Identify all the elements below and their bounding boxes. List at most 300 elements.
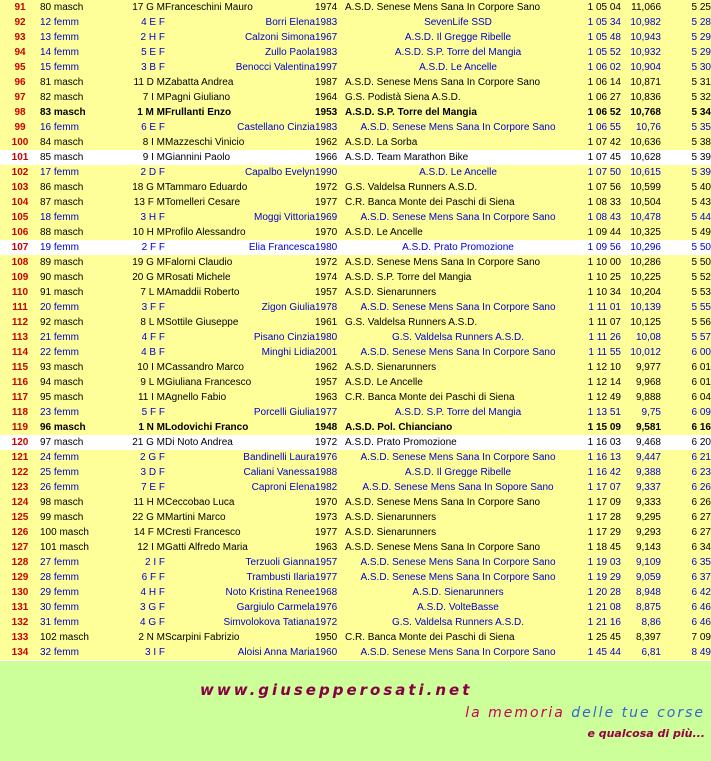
athlete-name-cell: Falorni Claudio (165, 255, 315, 270)
sex-rank-cell: 81 masch (40, 75, 115, 90)
pace-cell: 5 39 (661, 165, 711, 180)
athlete-name-cell: Sottile Giuseppe (165, 315, 315, 330)
table-row (0, 390, 711, 405)
table-row (0, 465, 711, 480)
time-cell: 1 16 03 (571, 435, 621, 450)
athlete-name-cell: Cassandro Marco (165, 360, 315, 375)
sex-rank-cell: 91 masch (40, 285, 115, 300)
time-cell: 1 11 55 (571, 345, 621, 360)
category-cell: 5 E F (115, 45, 165, 60)
site-url[interactable]: www.giusepperosati.net (200, 681, 473, 699)
pace-cell: 5 28 (661, 15, 711, 30)
position-cell: 99 (0, 120, 40, 135)
club-cell: A.S.D. Senese Mens Sana In Corpore Sano (345, 120, 571, 135)
birth-year-cell: 1950 (315, 630, 345, 645)
pace-cell: 5 56 (661, 315, 711, 330)
position-cell: 111 (0, 300, 40, 315)
table-row (0, 450, 711, 465)
athlete-name-cell: Gargiulo Carmela (165, 600, 315, 615)
athlete-name-cell: Martini Marco (165, 510, 315, 525)
position-cell: 95 (0, 60, 40, 75)
position-cell: 117 (0, 390, 40, 405)
birth-year-cell: 1976 (315, 450, 345, 465)
table-row (0, 120, 711, 135)
pace-cell: 5 30 (661, 60, 711, 75)
club-cell: G.S. Valdelsa Runners A.S.D. (345, 315, 571, 330)
birth-year-cell: 1977 (315, 525, 345, 540)
position-cell: 109 (0, 270, 40, 285)
pace-cell: 5 25 (661, 0, 711, 15)
athlete-name-cell: Minghi Lidia (165, 345, 315, 360)
speed-cell: 9,388 (621, 465, 661, 480)
position-cell: 124 (0, 495, 40, 510)
tagline-part2: delle tue corse (564, 705, 705, 721)
table-row (0, 300, 711, 315)
club-cell: A.S.D. Il Gregge Ribelle (345, 465, 571, 480)
time-cell: 1 06 02 (571, 60, 621, 75)
birth-year-cell: 1997 (315, 60, 345, 75)
table-row (0, 165, 711, 180)
category-cell: 21 G M (115, 435, 165, 450)
table-row (0, 210, 711, 225)
position-cell: 101 (0, 150, 40, 165)
club-cell: A.S.D. Senese Mens Sana In Corpore Sano (345, 495, 571, 510)
time-cell: 1 05 48 (571, 30, 621, 45)
sex-rank-cell: 12 femm (40, 15, 115, 30)
sex-rank-cell: 100 masch (40, 525, 115, 540)
time-cell: 1 07 42 (571, 135, 621, 150)
category-cell: 17 G M (115, 0, 165, 15)
position-cell: 97 (0, 90, 40, 105)
position-cell: 115 (0, 360, 40, 375)
time-cell: 1 05 34 (571, 15, 621, 30)
table-row (0, 375, 711, 390)
club-cell: A.S.D. Senese Mens Sana In Sopore Sano (345, 480, 571, 495)
pace-cell: 6 21 (661, 450, 711, 465)
category-cell: 18 G M (115, 180, 165, 195)
sex-rank-cell: 83 masch (40, 105, 115, 120)
position-cell: 94 (0, 45, 40, 60)
category-cell: 3 B F (115, 60, 165, 75)
speed-cell: 10,982 (621, 15, 661, 30)
club-cell: A.S.D. Le Ancelle (345, 165, 571, 180)
birth-year-cell: 1957 (315, 375, 345, 390)
position-cell: 110 (0, 285, 40, 300)
time-cell: 1 05 04 (571, 0, 621, 15)
table-row (0, 540, 711, 555)
athlete-name-cell: Pagni Giuliano (165, 90, 315, 105)
time-cell: 1 12 49 (571, 390, 621, 405)
category-cell: 10 I M (115, 360, 165, 375)
sex-rank-cell: 99 masch (40, 510, 115, 525)
birth-year-cell: 1964 (315, 90, 345, 105)
speed-cell: 8,397 (621, 630, 661, 645)
position-cell: 105 (0, 210, 40, 225)
position-cell: 118 (0, 405, 40, 420)
site-subline: e qualcosa di più... (587, 727, 705, 740)
time-cell: 1 09 44 (571, 225, 621, 240)
speed-cell: 9,333 (621, 495, 661, 510)
position-cell: 114 (0, 345, 40, 360)
birth-year-cell: 2001 (315, 345, 345, 360)
time-cell: 1 09 56 (571, 240, 621, 255)
pace-cell: 6 34 (661, 540, 711, 555)
sex-rank-cell: 30 femm (40, 600, 115, 615)
speed-cell: 10,08 (621, 330, 661, 345)
pace-cell: 5 32 (661, 90, 711, 105)
pace-cell: 5 31 (661, 75, 711, 90)
speed-cell: 8,86 (621, 615, 661, 630)
time-cell: 1 12 10 (571, 360, 621, 375)
pace-cell: 5 29 (661, 45, 711, 60)
pace-cell: 5 43 (661, 195, 711, 210)
speed-cell: 10,478 (621, 210, 661, 225)
club-cell: A.S.D. Senese Mens Sana In Corpore Sano (345, 210, 571, 225)
birth-year-cell: 1960 (315, 645, 345, 660)
time-cell: 1 07 45 (571, 150, 621, 165)
speed-cell: 9,581 (621, 420, 661, 435)
club-cell: A.S.D. La Sorba (345, 135, 571, 150)
sex-rank-cell: 94 masch (40, 375, 115, 390)
athlete-name-cell: Agnello Fabio (165, 390, 315, 405)
category-cell: 9 I M (115, 150, 165, 165)
club-cell: A.S.D. Senese Mens Sana In Corpore Sano (345, 255, 571, 270)
position-cell: 104 (0, 195, 40, 210)
time-cell: 1 06 27 (571, 90, 621, 105)
category-cell: 2 N M (115, 630, 165, 645)
club-cell: G.S. Podistà Siena A.S.D. (345, 90, 571, 105)
sex-rank-cell: 85 masch (40, 150, 115, 165)
birth-year-cell: 1990 (315, 165, 345, 180)
speed-cell: 10,628 (621, 150, 661, 165)
speed-cell: 10,125 (621, 315, 661, 330)
sex-rank-cell: 27 femm (40, 555, 115, 570)
club-cell: A.S.D. Sienarunners (345, 285, 571, 300)
speed-cell: 10,139 (621, 300, 661, 315)
time-cell: 1 12 14 (571, 375, 621, 390)
club-cell: A.S.D. Senese Mens Sana In Corpore Sano (345, 345, 571, 360)
pace-cell: 6 20 (661, 435, 711, 450)
time-cell: 1 06 55 (571, 120, 621, 135)
sex-rank-cell: 25 femm (40, 465, 115, 480)
sex-rank-cell: 17 femm (40, 165, 115, 180)
table-row (0, 645, 711, 660)
speed-cell: 9,75 (621, 405, 661, 420)
club-cell: A.S.D. Le Ancelle (345, 375, 571, 390)
athlete-name-cell: Gatti Alfredo Maria (165, 540, 315, 555)
speed-cell: 9,295 (621, 510, 661, 525)
club-cell: G.S. Valdelsa Runners A.S.D. (345, 330, 571, 345)
sex-rank-cell: 15 femm (40, 60, 115, 75)
club-cell: A.S.D. S.P. Torre del Mangia (345, 270, 571, 285)
time-cell: 1 25 45 (571, 630, 621, 645)
club-cell: A.S.D. Prato Promozione (345, 435, 571, 450)
birth-year-cell: 1972 (315, 255, 345, 270)
birth-year-cell: 1962 (315, 135, 345, 150)
pace-cell: 5 50 (661, 240, 711, 255)
birth-year-cell: 1953 (315, 105, 345, 120)
speed-cell: 10,76 (621, 120, 661, 135)
position-cell: 132 (0, 615, 40, 630)
sex-rank-cell: 16 femm (40, 120, 115, 135)
position-cell: 102 (0, 165, 40, 180)
position-cell: 106 (0, 225, 40, 240)
time-cell: 1 17 28 (571, 510, 621, 525)
pace-cell: 5 53 (661, 285, 711, 300)
position-cell: 93 (0, 30, 40, 45)
speed-cell: 9,888 (621, 390, 661, 405)
category-cell: 2 G F (115, 450, 165, 465)
speed-cell: 9,109 (621, 555, 661, 570)
category-cell: 8 L M (115, 315, 165, 330)
category-cell: 14 F M (115, 525, 165, 540)
sex-rank-cell: 18 femm (40, 210, 115, 225)
position-cell: 91 (0, 0, 40, 15)
category-cell: 4 F F (115, 330, 165, 345)
birth-year-cell: 1977 (315, 195, 345, 210)
category-cell: 12 I M (115, 540, 165, 555)
category-cell: 3 D F (115, 465, 165, 480)
sex-rank-cell: 80 masch (40, 0, 115, 15)
sex-rank-cell: 31 femm (40, 615, 115, 630)
athlete-name-cell: Capalbo Evelyn (165, 165, 315, 180)
time-cell: 1 08 33 (571, 195, 621, 210)
position-cell: 120 (0, 435, 40, 450)
athlete-name-cell: Mazzeschi Vinicio (165, 135, 315, 150)
position-cell: 122 (0, 465, 40, 480)
speed-cell: 10,504 (621, 195, 661, 210)
category-cell: 3 H F (115, 210, 165, 225)
speed-cell: 10,286 (621, 255, 661, 270)
position-cell: 107 (0, 240, 40, 255)
site-footer (0, 661, 711, 761)
birth-year-cell: 1978 (315, 300, 345, 315)
club-cell: A.S.D. Senese Mens Sana In Corpore Sano (345, 570, 571, 585)
athlete-name-cell: Moggi Vittoria (165, 210, 315, 225)
table-row (0, 105, 711, 120)
table-row (0, 75, 711, 90)
club-cell: A.S.D. Sienarunners (345, 360, 571, 375)
athlete-name-cell: Castellano Cinzia (165, 120, 315, 135)
birth-year-cell: 1974 (315, 270, 345, 285)
sex-rank-cell: 26 femm (40, 480, 115, 495)
speed-cell: 9,059 (621, 570, 661, 585)
category-cell: 22 G M (115, 510, 165, 525)
time-cell: 1 05 52 (571, 45, 621, 60)
table-row (0, 255, 711, 270)
pace-cell: 6 27 (661, 510, 711, 525)
sex-rank-cell: 29 femm (40, 585, 115, 600)
category-cell: 11 H M (115, 495, 165, 510)
birth-year-cell: 1957 (315, 555, 345, 570)
athlete-name-cell: Frullanti Enzo (165, 105, 315, 120)
category-cell: 2 H F (115, 30, 165, 45)
table-row (0, 45, 711, 60)
table-row (0, 315, 711, 330)
time-cell: 1 07 56 (571, 180, 621, 195)
birth-year-cell: 1969 (315, 210, 345, 225)
time-cell: 1 10 00 (571, 255, 621, 270)
position-cell: 92 (0, 15, 40, 30)
sex-rank-cell: 95 masch (40, 390, 115, 405)
time-cell: 1 11 07 (571, 315, 621, 330)
club-cell: A.S.D. Senese Mens Sana In Corpore Sano (345, 0, 571, 15)
sex-rank-cell: 28 femm (40, 570, 115, 585)
time-cell: 1 17 09 (571, 495, 621, 510)
speed-cell: 9,143 (621, 540, 661, 555)
position-cell: 123 (0, 480, 40, 495)
category-cell: 8 I M (115, 135, 165, 150)
speed-cell: 10,768 (621, 105, 661, 120)
speed-cell: 10,325 (621, 225, 661, 240)
sex-rank-cell: 102 masch (40, 630, 115, 645)
pace-cell: 6 42 (661, 585, 711, 600)
table-row (0, 285, 711, 300)
athlete-name-cell: Cresti Francesco (165, 525, 315, 540)
category-cell: 11 D M (115, 75, 165, 90)
sex-rank-cell: 96 masch (40, 420, 115, 435)
time-cell: 1 13 51 (571, 405, 621, 420)
category-cell: 3 G F (115, 600, 165, 615)
table-row (0, 15, 711, 30)
athlete-name-cell: Calzoni Simona (165, 30, 315, 45)
sex-rank-cell: 86 masch (40, 180, 115, 195)
time-cell: 1 10 25 (571, 270, 621, 285)
athlete-name-cell: Terzuoli Gianna (165, 555, 315, 570)
table-row (0, 60, 711, 75)
time-cell: 1 06 14 (571, 75, 621, 90)
birth-year-cell: 1963 (315, 540, 345, 555)
club-cell: C.R. Banca Monte dei Paschi di Siena (345, 195, 571, 210)
speed-cell: 10,296 (621, 240, 661, 255)
time-cell: 1 45 44 (571, 645, 621, 660)
pace-cell: 7 09 (661, 630, 711, 645)
position-cell: 116 (0, 375, 40, 390)
birth-year-cell: 1983 (315, 120, 345, 135)
sex-rank-cell: 90 masch (40, 270, 115, 285)
time-cell: 1 11 01 (571, 300, 621, 315)
position-cell: 125 (0, 510, 40, 525)
table-row (0, 555, 711, 570)
category-cell: 2 I F (115, 555, 165, 570)
pace-cell: 6 46 (661, 600, 711, 615)
athlete-name-cell: Giuliana Francesco (165, 375, 315, 390)
birth-year-cell: 1961 (315, 315, 345, 330)
table-row (0, 420, 711, 435)
pace-cell: 6 09 (661, 405, 711, 420)
athlete-name-cell: Giannini Paolo (165, 150, 315, 165)
sex-rank-cell: 89 masch (40, 255, 115, 270)
athlete-name-cell: Bandinelli Laura (165, 450, 315, 465)
table-row (0, 405, 711, 420)
athlete-name-cell: Scarpini Fabrizio (165, 630, 315, 645)
table-row (0, 630, 711, 645)
position-cell: 113 (0, 330, 40, 345)
category-cell: 7 L M (115, 285, 165, 300)
sex-rank-cell: 32 femm (40, 645, 115, 660)
pace-cell: 6 23 (661, 465, 711, 480)
time-cell: 1 20 28 (571, 585, 621, 600)
birth-year-cell: 1980 (315, 330, 345, 345)
position-cell: 134 (0, 645, 40, 660)
time-cell: 1 08 43 (571, 210, 621, 225)
position-cell: 128 (0, 555, 40, 570)
club-cell: A.S.D. Sienarunners (345, 585, 571, 600)
table-row (0, 270, 711, 285)
birth-year-cell: 1948 (315, 420, 345, 435)
speed-cell: 9,447 (621, 450, 661, 465)
birth-year-cell: 1974 (315, 0, 345, 15)
time-cell: 1 17 07 (571, 480, 621, 495)
club-cell: A.S.D. Pol. Chianciano (345, 420, 571, 435)
time-cell: 1 11 26 (571, 330, 621, 345)
position-cell: 96 (0, 75, 40, 90)
position-cell: 131 (0, 600, 40, 615)
speed-cell: 10,932 (621, 45, 661, 60)
birth-year-cell: 1983 (315, 45, 345, 60)
pace-cell: 6 35 (661, 555, 711, 570)
speed-cell: 10,225 (621, 270, 661, 285)
category-cell: 4 E F (115, 15, 165, 30)
position-cell: 98 (0, 105, 40, 120)
sex-rank-cell: 14 femm (40, 45, 115, 60)
sex-rank-cell: 98 masch (40, 495, 115, 510)
birth-year-cell: 1968 (315, 585, 345, 600)
athlete-name-cell: Benocci Valentina (165, 60, 315, 75)
speed-cell: 10,943 (621, 30, 661, 45)
table-row (0, 0, 711, 15)
club-cell: A.S.D. Team Marathon Bike (345, 150, 571, 165)
table-row (0, 600, 711, 615)
speed-cell: 8,948 (621, 585, 661, 600)
athlete-name-cell: Amaddii Roberto (165, 285, 315, 300)
speed-cell: 10,599 (621, 180, 661, 195)
pace-cell: 6 37 (661, 570, 711, 585)
pace-cell: 5 38 (661, 135, 711, 150)
site-tagline (465, 705, 705, 721)
category-cell: 5 F F (115, 405, 165, 420)
table-row (0, 240, 711, 255)
category-cell: 4 G F (115, 615, 165, 630)
time-cell: 1 10 34 (571, 285, 621, 300)
pace-cell: 6 04 (661, 390, 711, 405)
position-cell: 129 (0, 570, 40, 585)
birth-year-cell: 1966 (315, 150, 345, 165)
category-cell: 6 E F (115, 120, 165, 135)
sex-rank-cell: 13 femm (40, 30, 115, 45)
position-cell: 121 (0, 450, 40, 465)
speed-cell: 9,468 (621, 435, 661, 450)
pace-cell: 5 29 (661, 30, 711, 45)
time-cell: 1 07 50 (571, 165, 621, 180)
sex-rank-cell: 87 masch (40, 195, 115, 210)
pace-cell: 5 35 (661, 120, 711, 135)
table-row (0, 495, 711, 510)
pace-cell: 5 40 (661, 180, 711, 195)
birth-year-cell: 1972 (315, 180, 345, 195)
club-cell: A.S.D. S.P. Torre del Mangia (345, 45, 571, 60)
position-cell: 103 (0, 180, 40, 195)
sex-rank-cell: 93 masch (40, 360, 115, 375)
club-cell: A.S.D. Senese Mens Sana In Corpore Sano (345, 75, 571, 90)
birth-year-cell: 1973 (315, 510, 345, 525)
sex-rank-cell: 22 femm (40, 345, 115, 360)
club-cell: A.S.D. Prato Promozione (345, 240, 571, 255)
birth-year-cell: 1972 (315, 615, 345, 630)
birth-year-cell: 1957 (315, 285, 345, 300)
club-cell: A.S.D. Senese Mens Sana In Corpore Sano (345, 555, 571, 570)
pace-cell: 5 55 (661, 300, 711, 315)
